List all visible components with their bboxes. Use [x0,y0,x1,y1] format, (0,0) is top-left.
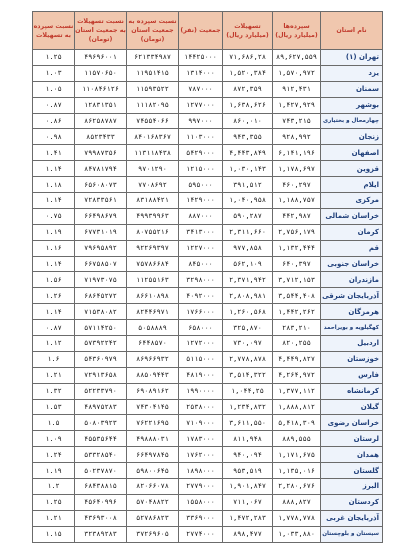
cell-deposits: ۱,۷۷۸,۷۷۸ [273,510,321,526]
table-row [33,129,383,145]
cell-deposits: ۷۴۳,۲۱۵ [273,113,321,129]
cell-loans: ۸۹۸,۴۷۷ [223,526,273,542]
cell-loans: ۸۱۱,۹۴۸ [223,431,273,447]
cell-deposit-per-capita: ۸۰۷۵۵۲۱۶ [127,224,179,240]
cell-loan-per-capita: ۷۲۸۳۳۵۶۱ [75,193,127,209]
cell-deposit-per-capita: ۸۲۴۴۶۹۷۱ [127,304,179,320]
table-row [33,399,383,415]
cell-province-name: آذربایجان غربی [321,510,383,526]
cell-population: ۱۳۱۴۰۰۰ [179,65,223,81]
cell-province-name: یزد [321,65,383,81]
table-row [33,351,383,367]
cell-deposit-loan-ratio: ۰.۸۶ [33,113,75,129]
cell-loans: ۹۷۷,۸۵۸ [223,240,273,256]
cell-province-name: لرستان [321,431,383,447]
table-row [33,383,383,399]
cell-loans: ۲,۳۱۱,۶۶۰ [223,224,273,240]
cell-population: ۳۳۶۹۰۰۰ [179,510,223,526]
cell-deposit-per-capita: ۱۱۱۸۲۰۹۵ [127,97,179,113]
cell-deposit-loan-ratio: ۱.۱۴ [33,304,75,320]
cell-province-name: مازندران [321,272,383,288]
cell-loans: ۳۲۵,۸۷۰ [223,320,273,336]
table-row [33,145,383,161]
cell-loan-per-capita: ۱۱۵۷۰۶۵۰ [75,65,127,81]
cell-deposits: ۱,۱۷۸,۶۹۷ [273,161,321,177]
cell-deposits: ۴۶۰,۲۹۷ [273,177,321,193]
cell-deposit-loan-ratio: ۱.۱۹ [33,224,75,240]
cell-population: ۹۹۷۰۰۰ [179,113,223,129]
cell-deposit-loan-ratio: ۱.۰۳ [33,65,75,81]
cell-population: ۲۵۳۸۰۰۰ [179,399,223,415]
cell-population: ۵۴۲۹۰۰۰ [179,145,223,161]
cell-loans: ۷۱۱,۰۶۷ [223,494,273,510]
cell-deposit-per-capita: ۱۱۳۱۱۸۴۳۸ [127,145,179,161]
cell-deposit-per-capita: ۹۷۰۱۲۹۰ [127,161,179,177]
cell-deposit-per-capita: ۸۴۰۱۶۸۳۶۷ [127,129,179,145]
table-row [33,463,383,479]
header-deposit-per-capita: نسبت سپرده به جمعیت استان (تومان) [127,12,179,50]
cell-deposit-per-capita: ۱۱۲۵۵۱۶۳ [127,272,179,288]
cell-deposit-loan-ratio: ۱.۱۲ [33,336,75,352]
cell-deposit-per-capita: ۵۲۷۸۶۸۲۳ [127,510,179,526]
cell-loan-per-capita: ۵۰۸۰۳۹۲۳ [75,415,127,431]
cell-deposit-loan-ratio: ۱.۵۶ [33,272,75,288]
cell-deposit-per-capita: ۵۷۰۴۸۸۲۲ [127,494,179,510]
cell-loans: ۸۷۲,۳۵۹ [223,81,273,97]
cell-population: ۵۹۵۰۰۰ [179,177,223,193]
table-row [33,431,383,447]
cell-loans: ۱,۶۳۸,۶۲۶ [223,97,273,113]
cell-population: ۱۲۲۷۰۰۰ [179,240,223,256]
table-header [33,12,383,50]
cell-deposit-per-capita: ۷۷۰۸۶۹۲ [127,177,179,193]
table-row [33,256,383,272]
cell-loans: ۱,۰۴۴,۲۵ [223,383,273,399]
cell-deposit-loan-ratio: ۱.۱۴ [33,193,75,209]
cell-deposits: ۸۹,۶۲۷,۵۵۹ [273,50,321,66]
cell-deposit-per-capita: ۴۹۸۸۸۰۳۱ [127,431,179,447]
table-row [33,272,383,288]
cell-deposit-loan-ratio: ۱.۲۶ [33,288,75,304]
cell-deposit-loan-ratio: ۱.۱۹ [33,463,75,479]
table-row [33,65,383,81]
cell-deposits: ۲,۷۵۶,۱۷۹ [273,224,321,240]
cell-province-name: اردبیل [321,336,383,352]
cell-population: ۳۴۱۳۰۰۰ [179,224,223,240]
cell-loans: ۱,۰۳۰,۱۴۳ [223,161,273,177]
cell-loan-per-capita: ۵۳۳۲۸۵۴۰ [75,447,127,463]
cell-population: ۱۲۷۷۰۰۰ [179,97,223,113]
cell-deposit-loan-ratio: ۰.۷۵ [33,208,75,224]
cell-population: ۳۲۹۸۰۰۰ [179,272,223,288]
cell-deposits: ۱,۵۷۰,۹۷۲ [273,65,321,81]
table-row [33,320,383,336]
cell-province-name: خوزستان [321,351,383,367]
cell-province-name: آذربایجان شرقی [321,288,383,304]
table-row [33,224,383,240]
cell-deposits: ۲۸۳,۲۱۰ [273,320,321,336]
cell-deposits: ۸۲۰,۲۵۵ [273,336,321,352]
cell-province-name: اصفهان [321,145,383,161]
cell-deposit-loan-ratio: ۱.۵۳ [33,399,75,415]
cell-deposit-loan-ratio: ۱.۵ [33,415,75,431]
cell-loans: ۸۶۰,۰۱۰ [223,113,273,129]
cell-province-name: البرز [321,479,383,495]
cell-deposits: ۸۸۹,۵۵۵ [273,431,321,447]
header-loans: تسهیلات (میلیارد ریال) [223,12,273,50]
cell-province-name: هرمزگان [321,304,383,320]
header-province: نام استان [321,12,383,50]
table-row [33,208,383,224]
cell-loans: ۴,۴۴۳,۸۴۹ [223,145,273,161]
cell-deposit-loan-ratio: ۱.۶ [33,351,75,367]
cell-loan-per-capita: ۶۶۴۹۸۶۷۹ [75,208,127,224]
cell-loan-per-capita: ۷۱۵۳۸۰۸۲ [75,304,127,320]
cell-deposits: ۱,۱۸۸,۷۵۷ [273,193,321,209]
table-row [33,447,383,463]
cell-loans: ۱,۹۰۱,۸۴۷ [223,479,273,495]
cell-province-name: کرمانشاه [321,383,383,399]
cell-loan-per-capita: ۵۰۲۳۷۸۷۰ [75,463,127,479]
cell-deposits: ۹۲۸,۹۹۲ [273,129,321,145]
cell-loans: ۹۵۳,۵۱۹ [223,463,273,479]
cell-deposits: ۱,۴۴۲,۲۶۲ [273,304,321,320]
cell-deposits: ۱,۱۳۲,۴۴۴ [273,240,321,256]
cell-population: ۶۵۸۰۰۰ [179,320,223,336]
cell-deposits: ۴,۴۴۹,۸۲۷ [273,351,321,367]
cell-deposit-per-capita: ۵۹۸۰۰۶۴۵ [127,463,179,479]
cell-loans: ۲,۳۷۱,۹۴۲ [223,272,273,288]
cell-population: ۱۷۶۶۰۰۰ [179,304,223,320]
cell-deposits: ۳,۷۱۲,۱۵۳ [273,272,321,288]
cell-deposit-per-capita: ۶۴۴۸۵۷۰ [127,336,179,352]
cell-loan-per-capita: ۶۶۷۵۸۵۰۷ [75,256,127,272]
cell-population: ۲۷۷۴۰۰۰ [179,526,223,542]
cell-province-name: خراسان رضوی [321,415,383,431]
cell-deposit-per-capita: ۳۷۲۶۹۶۰۵ [127,526,179,542]
table-row [33,81,383,97]
table-row [33,193,383,209]
cell-loan-per-capita: ۵۷۱۱۴۲۵۰ [75,320,127,336]
cell-loan-per-capita: ۴۵۵۳۵۶۴۴ [75,431,127,447]
cell-population: ۴۸۱۹۰۰۰ [179,367,223,383]
cell-population: ۱۴۴۲۵۰۰۰ [179,50,223,66]
cell-province-name: سمنان [321,81,383,97]
cell-population: ۸۴۵۰۰۰ [179,256,223,272]
cell-province-name: گلستان [321,463,383,479]
header-loan-per-capita: نسبت تسهیلات به جمعیت استان (تومان) [75,12,127,50]
cell-deposit-per-capita: ۸۳۱۸۸۴۲۱ [127,193,179,209]
cell-deposit-loan-ratio: ۱.۲ [33,479,75,495]
cell-loan-per-capita: ۶۵۶۰۸۰۷۳ [75,177,127,193]
cell-deposit-per-capita: ۹۲۲۶۹۳۹۷ [127,240,179,256]
cell-province-name: قزوین [321,161,383,177]
cell-province-name: تهران (۱) [321,50,383,66]
cell-loan-per-capita: ۵۷۳۹۲۲۴۲ [75,336,127,352]
cell-deposits: ۲,۲۸۰,۶۷۶ [273,479,321,495]
table-row [33,161,383,177]
cell-deposit-loan-ratio: ۱.۲۵ [33,494,75,510]
table-row [33,336,383,352]
cell-population: ۸۸۷۰۰۰ [179,208,223,224]
cell-population: ۲۷۷۹۰۰۰ [179,479,223,495]
cell-loan-per-capita: ۸۶۲۵۸۷۸۷ [75,113,127,129]
cell-province-name: کردستان [321,494,383,510]
cell-deposit-per-capita: ۷۶۲۲۱۶۹۵ [127,415,179,431]
cell-loan-per-capita: ۱۲۸۳۱۳۵۱ [75,97,127,113]
cell-deposits: ۱,۱۷۱,۶۷۵ [273,447,321,463]
cell-deposit-per-capita: ۶۹۰۸۹۱۶۲ [127,383,179,399]
cell-population: ۷۸۷۰۰۰ [179,81,223,97]
cell-deposits: ۶۴۰,۳۹۷ [273,256,321,272]
cell-deposits: ۱,۴۲۷,۹۲۹ [273,97,321,113]
cell-deposit-per-capita: ۶۲۱۳۳۴۹۸۷ [127,50,179,66]
cell-loans: ۱,۲۳۴,۸۳۲ [223,399,273,415]
cell-province-name: ایلام [321,177,383,193]
cell-loans: ۳,۵۱۴,۳۲۲ [223,367,273,383]
cell-loan-per-capita: ۸۵۲۳۴۳۳ [75,129,127,145]
cell-province-name: خراسان جنوبی [321,256,383,272]
cell-deposit-loan-ratio: ۰.۸۷ [33,97,75,113]
cell-deposit-loan-ratio: ۱.۲۴ [33,447,75,463]
cell-deposits: ۹۱۲,۴۳۱ [273,81,321,97]
table-row [33,494,383,510]
table-row [33,415,383,431]
cell-deposit-loan-ratio: ۱.۲۱ [33,367,75,383]
cell-deposit-loan-ratio: ۱.۰۵ [33,81,75,97]
cell-deposit-loan-ratio: ۰.۹۸ [33,129,75,145]
cell-deposit-per-capita: ۸۸۵۰۹۴۴۳ [127,367,179,383]
cell-loans: ۲,۷۷۸,۸۷۸ [223,351,273,367]
cell-loans: ۱,۲۶۰,۵۶۸ [223,304,273,320]
cell-deposits: ۸۸۸,۸۲۷ [273,494,321,510]
cell-population: ۱۱۰۳۰۰۰ [179,129,223,145]
cell-loans: ۹۴۰,۰۹۴ [223,447,273,463]
header-row [33,12,383,50]
cell-loan-per-capita: ۶۸۶۴۵۲۷۲ [75,288,127,304]
cell-loan-per-capita: ۴۹۶۹۶۰۰۱ [75,50,127,66]
table-row [33,510,383,526]
table-row [33,288,383,304]
cell-province-name: کرمان [321,224,383,240]
cell-province-name: چهارمحال و بختیاری [321,113,383,129]
cell-loans: ۱,۰۴۰,۹۵۸ [223,193,273,209]
cell-loans: ۳,۶۱۱,۵۵۰ [223,415,273,431]
cell-population: ۱۹۹۰۰۰۰ [179,383,223,399]
cell-province-name: قم [321,240,383,256]
cell-loan-per-capita: ۷۲۹۱۳۶۵۸ [75,367,127,383]
cell-deposits: ۴۴۲,۹۸۷ [273,208,321,224]
cell-deposit-per-capita: ۸۲۰۶۶۰۷۸ [127,479,179,495]
cell-loans: ۱,۴۷۲,۲۸۳ [223,510,273,526]
cell-loans: ۹۴۳,۳۵۵ [223,129,273,145]
cell-deposit-per-capita: ۷۴۳۰۴۱۴۵ [127,399,179,415]
cell-population: ۷۱۰۹۰۰۰ [179,415,223,431]
table-row [33,479,383,495]
cell-population: ۱۸۹۸۰۰۰ [179,463,223,479]
cell-province-name: خراسان شمالی [321,208,383,224]
cell-loan-per-capita: ۴۳۶۹۳۰۰۸ [75,510,127,526]
cell-deposits: ۳,۵۴۴,۴۰۸ [273,288,321,304]
cell-deposits: ۱,۱۳۵,۰۱۶ [273,463,321,479]
cell-deposit-per-capita: ۸۶۶۱۰۸۹۸ [127,288,179,304]
cell-loan-per-capita: ۱۱۰۸۴۶۱۲۶ [75,81,127,97]
cell-loan-per-capita: ۵۴۳۶۰۹۷۹ [75,351,127,367]
cell-population: ۴۰۹۲۰۰۰ [179,288,223,304]
cell-province-name: زنجان [321,129,383,145]
cell-population: ۱۷۶۲۰۰۰ [179,447,223,463]
table-body [33,50,383,543]
cell-deposit-loan-ratio: ۱.۱۵ [33,526,75,542]
cell-population: ۱۷۸۳۰۰۰ [179,431,223,447]
cell-loan-per-capita: ۶۷۷۳۱۰۱۹ [75,224,127,240]
cell-deposit-loan-ratio: ۱.۱۶ [33,240,75,256]
cell-loan-per-capita: ۷۱۹۷۳۰۷۵ [75,272,127,288]
cell-loans: ۷۳۰,۰۹۷ [223,336,273,352]
cell-population: ۱۲۱۵۰۰۰ [179,161,223,177]
cell-deposit-loan-ratio: ۱.۰۹ [33,431,75,447]
cell-loan-per-capita: ۸۴۷۸۱۷۹۴ [75,161,127,177]
cell-deposit-loan-ratio: ۱.۳۲ [33,383,75,399]
cell-province-name: همدان [321,447,383,463]
table-row [33,240,383,256]
table-row [33,367,383,383]
cell-deposits: ۴,۲۶۴,۹۷۲ [273,367,321,383]
cell-population: ۱۵۵۸۰۰۰ [179,494,223,510]
cell-deposits: ۱,۸۸۸,۸۱۲ [273,399,321,415]
cell-deposit-loan-ratio: ۱.۱۴ [33,161,75,177]
header-deposits: سپرده‌ها (میلیارد ریال) [273,12,321,50]
cell-population: ۵۱۱۵۰۰۰ [179,351,223,367]
cell-deposit-per-capita: ۴۹۹۳۹۹۶۳ [127,208,179,224]
cell-loan-per-capita: ۵۲۲۳۳۷۹۰ [75,383,127,399]
cell-province-name: مرکزی [321,193,383,209]
table-row [33,304,383,320]
cell-province-name: سیستان و بلوچستان [321,526,383,542]
cell-deposits: ۱,۳۷۷,۱۱۲ [273,383,321,399]
cell-province-name: گیلان [321,399,383,415]
cell-deposit-per-capita: ۷۴۵۵۴۰۶۶ [127,113,179,129]
cell-deposit-loan-ratio: ۱.۴۱ [33,145,75,161]
cell-loans: ۲,۸۰۸,۹۸۱ [223,288,273,304]
table-row [33,526,383,542]
cell-population: ۱۴۲۹۰۰۰ [179,193,223,209]
table-row [33,97,383,113]
cell-deposits: ۶,۱۴۱,۱۹۶ [273,145,321,161]
table-row [33,50,383,66]
cell-loan-per-capita: ۷۹۹۸۷۳۵۶ [75,145,127,161]
cell-loans: ۵۶۲,۱۰۹ [223,256,273,272]
cell-deposits: ۵,۴۱۸,۳۰۹ [273,415,321,431]
cell-population: ۱۲۷۲۰۰۰ [179,336,223,352]
header-population: جمعیت (نفر) [179,12,223,50]
table-row [33,177,383,193]
cell-loan-per-capita: ۳۲۳۸۹۲۸۳ [75,526,127,542]
cell-province-name: کهگیلویه و بویراحمد [321,320,383,336]
cell-deposits: ۱,۰۳۳,۸۸۰ [273,526,321,542]
cell-loans: ۳۹۱,۵۱۲ [223,177,273,193]
cell-loan-per-capita: ۶۸۴۳۸۸۱۵ [75,479,127,495]
cell-loans: ۷۱,۶۸۶,۲۸ [223,50,273,66]
cell-deposit-loan-ratio: ۱.۱۴ [33,256,75,272]
cell-loan-per-capita: ۴۵۶۴۰۹۹۶ [75,494,127,510]
cell-deposit-per-capita: ۶۶۴۹۷۸۴۵ [127,447,179,463]
cell-deposit-loan-ratio: ۱.۱۸ [33,177,75,193]
cell-loan-per-capita: ۴۸۹۷۵۲۸۳ [75,399,127,415]
cell-deposit-per-capita: ۸۶۹۶۶۹۳۲ [127,351,179,367]
cell-deposit-loan-ratio: ۱.۲۱ [33,510,75,526]
cell-deposit-per-capita: ۱۱۵۹۳۵۲۲ [127,81,179,97]
table-row [33,113,383,129]
header-deposit-loan-ratio: نسبت سپرده به تسهیلات [33,12,75,50]
cell-deposit-loan-ratio: ۱.۲۵ [33,50,75,66]
cell-deposit-per-capita: ۱۱۹۵۱۴۱۵ [127,65,179,81]
cell-loan-per-capita: ۷۹۶۹۵۸۹۲ [75,240,127,256]
cell-loans: ۱,۵۲۰,۳۸۴ [223,65,273,81]
cell-loans: ۵۹۰,۲۸۷ [223,208,273,224]
cell-province-name: فارس [321,367,383,383]
deposits-loans-table [32,11,383,543]
cell-deposit-per-capita: ۷۵۷۸۶۶۸۴ [127,256,179,272]
cell-deposit-per-capita: ۵۰۵۸۸۸۹ [127,320,179,336]
cell-deposit-loan-ratio: ۰.۸۷ [33,320,75,336]
cell-province-name: بوشهر [321,97,383,113]
